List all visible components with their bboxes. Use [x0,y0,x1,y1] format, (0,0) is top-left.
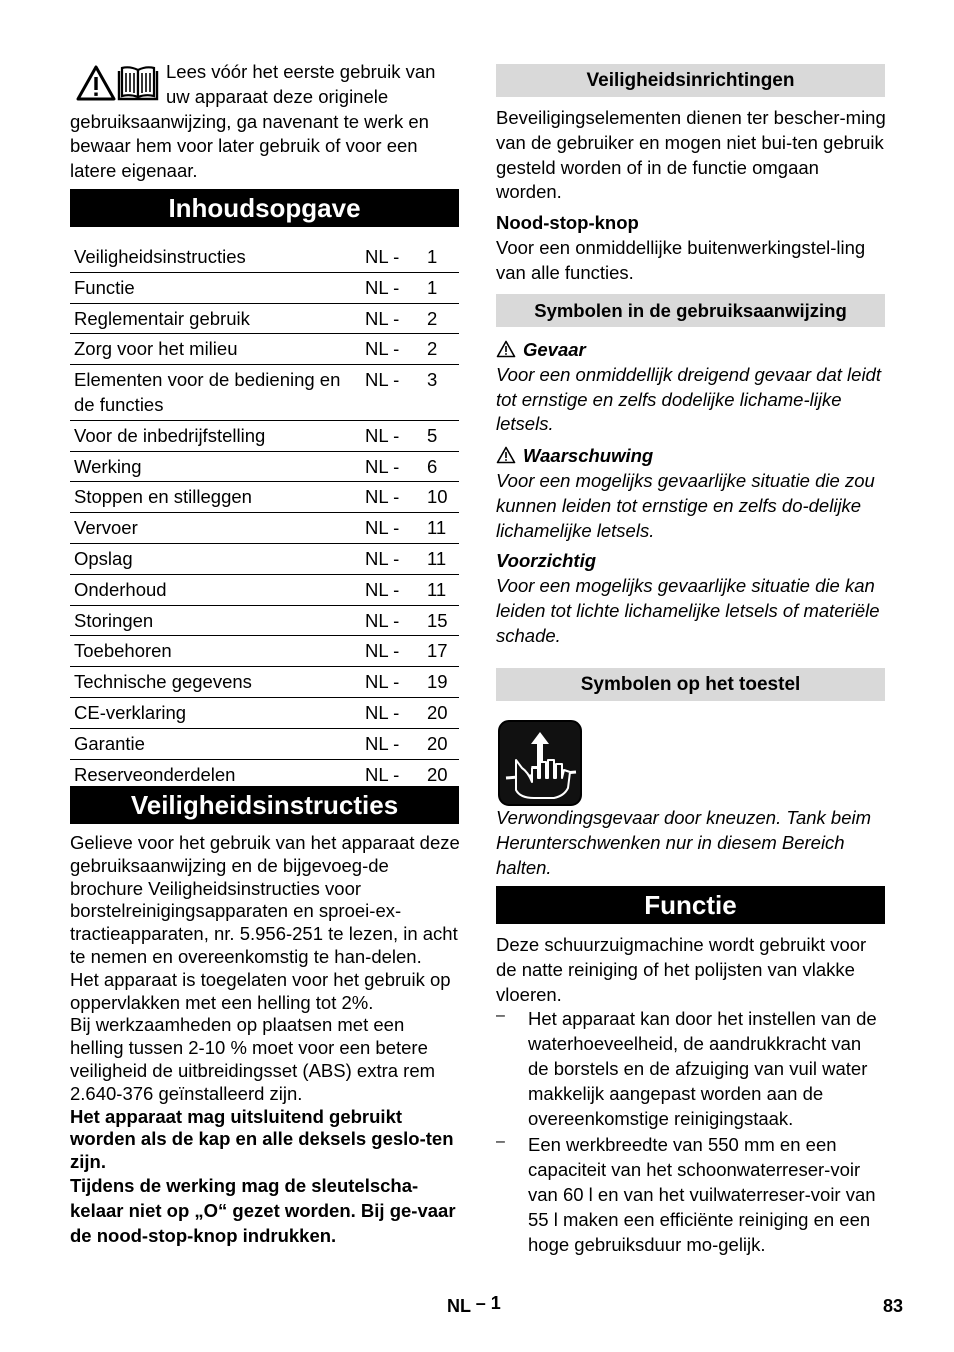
toc-entry-page: 20 [427,701,448,723]
toc-row [70,420,459,451]
function-list-item-text: Het apparaat kan door het instellen van de waterhoeveelheid, de aandrukkracht van de borstels en de afzuiging van vuil water makkelijk aangepast worden aan de overeenkomstige reinigingstaak. [528,1008,877,1129]
toc-row [70,272,459,303]
toc-row [70,513,459,544]
warning-triangle-icon [496,446,516,464]
toc-entry-page: 10 [427,486,448,508]
device-symbols-body [496,806,886,880]
footer-page-ref [447,1293,501,1317]
toc-entry-title: Reserveonderdelen [74,763,236,785]
toc-entry-prefix: NL - [365,276,400,298]
toc-row [70,667,459,698]
toc-entry-prefix: NL - [365,307,400,329]
toc-row [70,574,459,605]
caution-heading: Voorzichtig [496,550,597,572]
warning-text: Voor een mogelijks gevaarlijke situatie die zou kunnen leiden tot ernstige en zelfs do-delijke lichamelijke letsels. [496,469,875,541]
safety-paragraph-2: Het apparaat is toegelaten voor het gebruik op oppervlakken met een helling tot 2%. [70,968,451,1013]
toc-entry-title: Elementen voor de bediening en de functies [74,369,341,415]
function-body [496,933,886,1257]
toc-entry-prefix: NL - [365,671,400,693]
toc-entry-prefix: NL - [365,455,400,477]
function-list-item [496,1133,886,1257]
toc-row [70,636,459,667]
toc-entry-page: 20 [427,732,448,754]
toc-row [70,242,459,272]
device-symbols-title: Symbolen op het toestel [496,668,885,701]
crush-hazard-hand-icon [498,720,582,806]
toc-entry-title: Storingen [74,609,154,631]
toc-entry-prefix: NL - [365,763,400,785]
toc-entry-page: 2 [427,307,438,329]
toc-entry-title: Technische gegevens [74,671,252,693]
toc-entry-title: Stoppen en stilleggen [74,486,252,508]
toc-row [70,482,459,513]
intro-text: Lees vóór het eerste gebruik van uw apparaat deze originele gebruiksaanwijzing, ga navenant te werk en bewaar hem voor later gebruik of voor een latere eigenaar. [70,61,436,182]
toc-entry-title: Reglementair gebruik [74,307,250,329]
toc-row [70,334,459,365]
toc-entry-title: Werking [74,455,142,477]
toc-entry-title: CE-verklaring [74,701,187,723]
toc-entry-prefix: NL - [365,486,400,508]
safety-paragraph-1: Gelieve voor het gebruik van het apparaat deze gebruiksaanwijzing en de bijgevoeg-de brochure Veiligheidsinstructies voor borstelreinigingsapparaten en sproei-ex-tractieapparaten, nr. 5.956-251 te lezen, in acht te nemen en overeenkomstig te han-delen. [70,832,460,967]
toc-entry-page: 11 [427,578,447,600]
toc-entry-title: Vervoer [74,517,138,539]
manual-book-icon [116,64,160,102]
toc-entry-title: Voor de inbedrijfstelling [74,424,266,446]
danger-heading-row [496,338,886,363]
caution-text: Voor een mogelijks gevaarlijke situatie die kan leiden tot lichte lichamelijke letsels of materiële schade. [496,575,880,646]
toc-entry-page: 5 [427,424,438,446]
toc-row [70,451,459,482]
function-list-item [496,1007,886,1131]
devices-title: Veiligheidsinrichtingen [496,64,885,97]
toc-entry-title: Veiligheidsinstructies [74,246,246,267]
toc-entry-page: 1 [427,276,438,298]
list-dash: – [496,1007,505,1025]
toc-entry-title: Opslag [74,547,133,569]
toc-entry-page: 11 [427,517,447,539]
toc-entry-title: Onderhoud [74,578,167,600]
toc-entry-page: 15 [427,609,448,631]
toc-row [70,303,459,334]
warning-triangle-icon [496,340,516,358]
toc-entry-page: 2 [427,338,438,360]
safety-title: Veiligheidsinstructies [70,786,459,824]
toc-row [70,365,459,421]
toc-entry-prefix: NL - [365,547,400,569]
toc-entry-prefix: NL - [365,369,400,391]
warning-heading: Waarschuwing [523,445,654,467]
symbols-title: Symbolen in de gebruiksaanwijzing [496,294,885,327]
toc-entry-page: 11 [427,547,447,569]
toc-row [70,728,459,759]
toc-entry-page: 20 [427,763,448,785]
footer-page-local: – 1 [475,1293,501,1313]
toc-entry-page: 19 [427,671,448,693]
toc-entry-page: 17 [427,640,448,662]
safety-body [70,832,460,1248]
devices-body [496,106,886,286]
warning-triangle-icon [76,64,116,102]
danger-text: Voor een onmiddellijk dreigend gevaar dat leidt tot ernstige en zelfs dodelijke lichame-lijke letsels. [496,363,881,435]
toc-entry-prefix: NL - [365,424,400,446]
toc-entry-prefix: NL - [365,578,400,600]
toc-table [70,242,459,790]
toc-entry-prefix: NL - [365,609,400,631]
safety-paragraph-3: Bij werkzaamheden op plaatsen met een helling tussen 2-10 % moet voor een betere veiligheid de uitbreidingsset (ABS) extra rem 2.640-376 geïnstalleerd zijn. [70,1014,436,1104]
toc-entry-title: Toebehoren [74,640,172,662]
safety-paragraph-4: Het apparaat mag uitsluitend gebruikt worden als de kap en alle deksels geslo-ten zijn. [70,1105,454,1173]
toc-entry-prefix: NL - [365,517,400,539]
toc-entry-prefix: NL - [365,640,400,662]
estop-text: Voor een onmiddellijke buitenwerkingstel-ling van alle functies. [496,236,866,283]
warning-heading-row [496,444,886,469]
toc-title: Inhoudsopgave [70,189,459,227]
function-paragraph: Deze schuurzuigmachine wordt gebruikt voor de natte reiniging of het polijsten van vlakke vloeren. [496,934,867,1005]
toc-row [70,697,459,728]
footer-page-number: 83 [883,1296,904,1316]
function-list-item-text: Een werkbreedte van 550 mm en een capaciteit van het schoonwaterreser-voir van 60 l en van het vuilwaterreser-voir van 55 l maken een efficiënte reiniging en een hoge gebruiksduur mo-gelijk. [528,1134,876,1255]
toc-entry-prefix: NL - [365,338,400,360]
toc-entry-title: Zorg voor het milieu [74,338,238,360]
toc-entry-page: 1 [427,246,438,267]
toc-entry-prefix: NL - [365,246,400,267]
toc-entry-page: 6 [427,455,438,477]
toc-entry-page: 3 [427,369,438,391]
toc-entry-title: Garantie [74,732,145,754]
toc-entry-prefix: NL - [365,701,400,723]
footer-lang: NL [447,1296,471,1316]
safety-paragraph-5: Tijdens de werking mag de sleutelscha-kelaar niet op „O“ gezet worden. Bij ge-vaar de nood-stop-knop indrukken. [70,1174,456,1246]
list-dash: – [496,1133,505,1151]
danger-heading: Gevaar [523,339,586,360]
toc-row [70,605,459,636]
intro-icons [70,60,162,104]
estop-heading: Nood-stop-knop [496,212,639,234]
toc-entry-title: Functie [74,276,135,298]
symbols-body [496,338,886,649]
intro-block [70,60,460,184]
toc-row [70,543,459,574]
function-title: Functie [496,886,885,924]
toc-entry-prefix: NL - [365,732,400,754]
crush-hazard-text: Verwondingsgevaar door kneuzen. Tank beim Herunterschwenken nur in diesem Bereich halten. [496,807,872,878]
devices-paragraph: Beveiligingselementen dienen ter bescher-ming van de gebruiker en mogen niet bui-ten gebruik gesteld worden of in de functie omgaan worden. [496,107,886,203]
